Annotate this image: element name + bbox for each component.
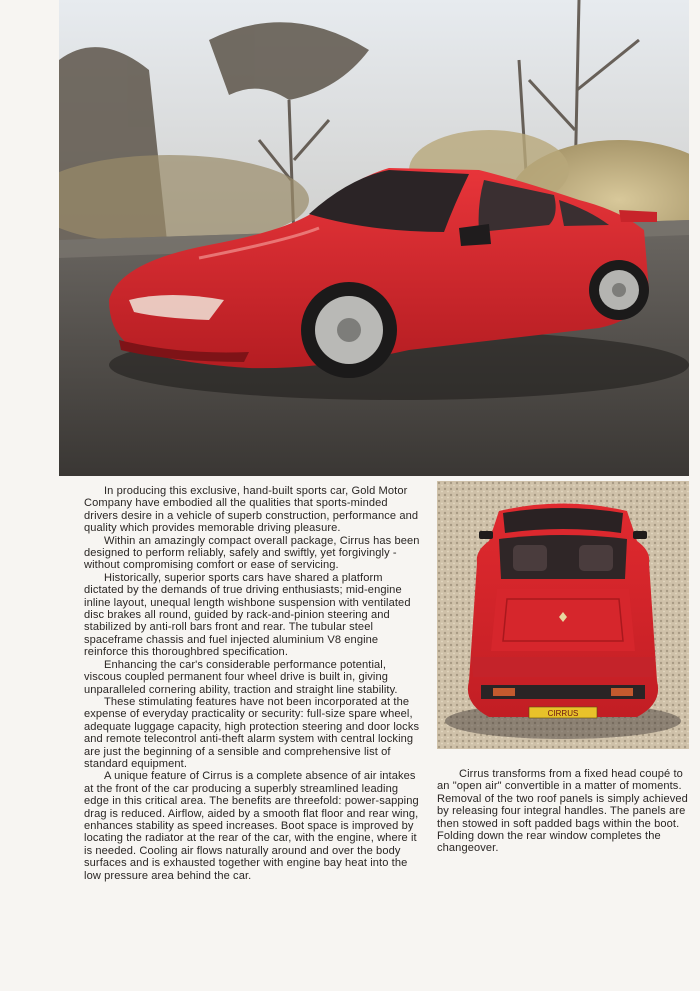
body-text <box>84 485 420 882</box>
top-view-car-photo <box>437 481 689 749</box>
body-paragraph: A unique feature of Cirrus is a complete absence of air intakes at the front of the car producing a superbly streamlined leading edge in this critical area. The benefits are threefold: power-sapping drag is reduced. Airflow, aided by a smooth flat floor and rear wing, enhances stability as speed increases. Boot space is improved by locating the radiator at the rear of the car, with the engine, where it is needed. Cooling air flows naturally around and over the body surfaces and is exhausted together with engine bay heat into the low pressure area behind the car. <box>84 770 419 882</box>
license-plate: CIRRUS <box>547 709 579 718</box>
body-paragraph: Within an amazingly compact overall package, Cirrus has been designed to perform reliably, safely and swiftly, yet forgivingly - without compromising comfort or ease of servicing. <box>84 534 420 572</box>
red-sports-car-icon <box>59 0 689 476</box>
body-paragraph: Historically, superior sports cars have shared a platform dictated by the demands of true driving enthusiasts; mid-engine inline layout, unequal length wishbone suspension with ventilated disc brakes all round, guided by rack-and-pinion steering and stabilized by anti-roll bars front and rear. The tubular steel spaceframe chassis and fuel injected aluminium V8 engine reinforce this thoroughbred specification. <box>84 571 411 659</box>
body-paragraph: These stimulating features have not been incorporated at the expense of everyday practicality or security: full-size spare wheel, adequate luggage capacity, high protection steering and door locks and remote telecontrol anti-theft alarm system with central locking are just the beginning of a sensible and comprehensive list of standard equipment. <box>84 695 420 770</box>
hero-car-photo <box>59 0 689 476</box>
red-convertible-icon <box>437 481 689 749</box>
caption-text: Cirrus transforms from a fixed head coupé to an "open air" convertible in a matter of moments. Removal of the two roof panels is simply achieved by releasing four integral handles. The panels are then stowed in soft padded bags within the boot. Folding down the rear window completes the changeover. <box>437 768 688 855</box>
body-paragraph: In producing this exclusive, hand-built sports car, Gold Motor Company have embodied all the qualities that sports-minded drivers desire in a vehicle of superb construction, performance and quality which provides memorable driving pleasure. <box>84 485 419 535</box>
body-paragraph: Enhancing the car's considerable performance potential, viscous coupled permanent four wheel drive is built in, giving unparalleled cornering ability, traction and straight line stability. <box>84 658 398 696</box>
photo-caption <box>437 768 691 855</box>
